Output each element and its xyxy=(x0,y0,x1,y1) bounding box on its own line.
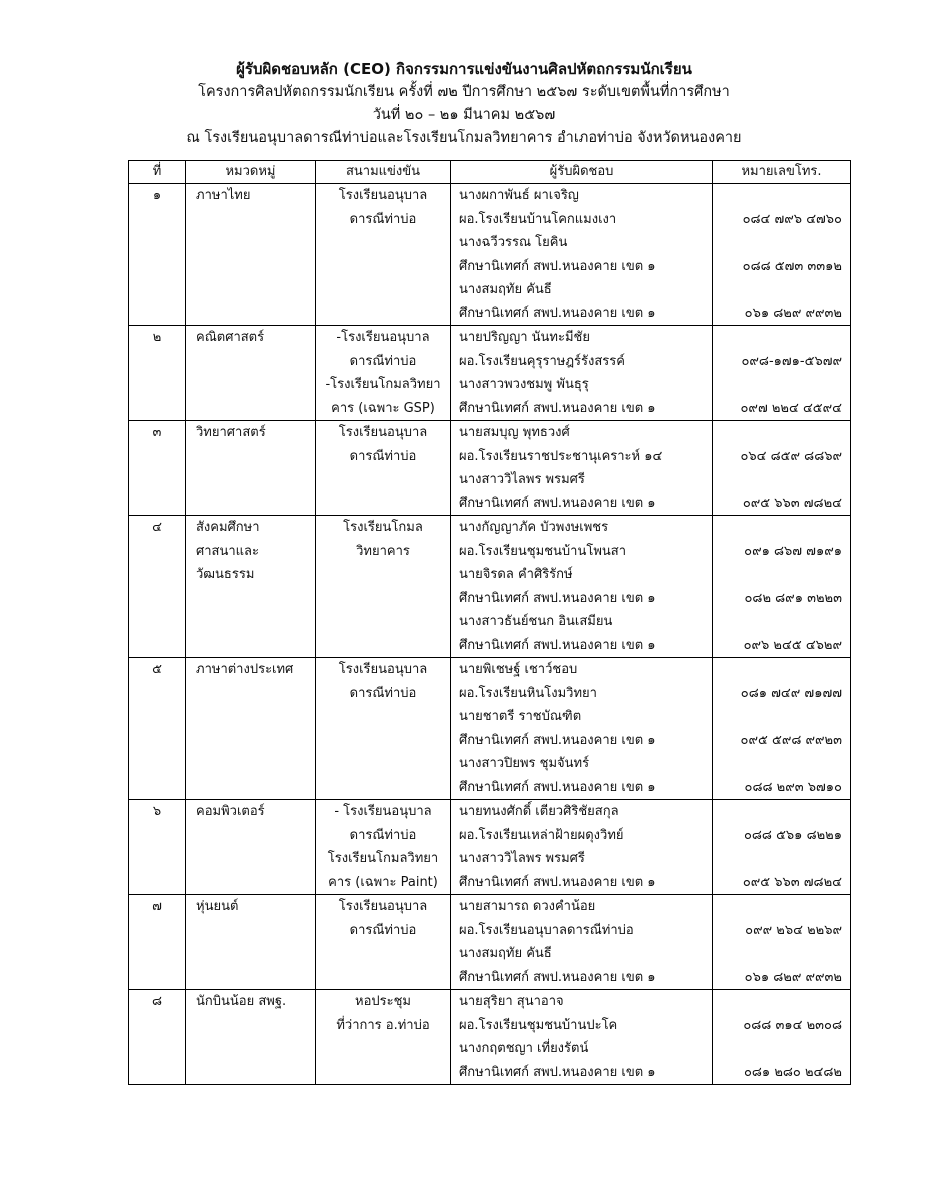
responsible-cell xyxy=(451,184,713,326)
responsible-line: ผอ.โรงเรียนชุมชนบ้านโพนสา xyxy=(459,543,627,559)
responsible-line: ศึกษานิเทศก์ สพป.หนองคาย เขต ๑ xyxy=(459,732,656,748)
responsible-line: นางสาววิไลพร พรมศรี xyxy=(459,851,585,866)
phone-number: ๐๙๑ ๘๖๗ ๗๑๙๑ xyxy=(744,543,842,559)
responsible-cell xyxy=(451,326,713,421)
phone-cell xyxy=(713,895,851,990)
phone-number: ๐๙๘-๑๗๑-๕๖๗๙ xyxy=(741,353,842,369)
category-line: สังคมศึกษา xyxy=(196,520,260,535)
responsible-line: ผอ.โรงเรียนคุรุราษฎร์รังสรรค์ xyxy=(459,353,625,369)
responsible-line: นางสาววิไลพร พรมศรี xyxy=(459,472,585,487)
responsible-line: ศึกษานิเทศก์ สพป.หนองคาย เขต ๑ xyxy=(459,590,656,606)
row-number-cell xyxy=(129,990,186,1085)
row-number-cell xyxy=(129,658,186,800)
phone-number: ๐๘๒ ๘๙๑ ๓๒๒๓ xyxy=(744,590,842,606)
venue-line: โรงเรียนอนุบาล xyxy=(338,662,428,677)
responsible-line: ผอ.โรงเรียนหินโงมวิทยา xyxy=(459,685,597,701)
phone-number xyxy=(713,184,850,208)
row-number: ๖ xyxy=(152,804,162,819)
category-line: คอมพิวเตอร์ xyxy=(196,804,265,819)
venue-cell xyxy=(316,895,451,990)
venue-line: คาร (เฉพาะ Paint) xyxy=(328,874,438,890)
row-number-cell xyxy=(129,326,186,421)
phone-number: ๐๙๙ ๒๖๔ ๒๒๖๙ xyxy=(745,922,842,938)
category-cell xyxy=(186,800,316,895)
venue-line: ดารณีท่าบ่อ xyxy=(349,827,417,843)
phone-number: ๐๘๔ ๗๙๖ ๔๗๖๐ xyxy=(742,211,842,227)
venue-cell xyxy=(316,516,451,658)
table-row xyxy=(129,895,851,990)
responsible-cell xyxy=(451,516,713,658)
row-number: ๘ xyxy=(151,994,163,1009)
responsible-line: ผอ.โรงเรียนบ้านโคกแมงเงา xyxy=(459,211,617,227)
responsible-cell xyxy=(451,421,713,516)
table-body xyxy=(129,184,851,1085)
category-cell xyxy=(186,326,316,421)
phone-number: ๐๘๘ ๒๙๓ ๖๗๑๐ xyxy=(744,779,842,795)
phone-number xyxy=(713,752,850,776)
responsible-line: ผอ.โรงเรียนเหล่าฝ้ายผดุงวิทย์ xyxy=(459,827,624,843)
row-number-cell xyxy=(129,184,186,326)
phone-number xyxy=(713,516,850,540)
venue-line: ดารณีท่าบ่อ xyxy=(349,922,417,938)
phone-number: ๐๙๗ ๒๒๔ ๔๕๙๔ xyxy=(740,400,842,416)
responsible-line: นางฉวีวรรณ โยคิน xyxy=(459,235,568,250)
responsible-cell xyxy=(451,895,713,990)
phone-number xyxy=(713,610,850,634)
project-line: โครงการศิลปหัตถกรรมนักเรียน ครั้งที่ ๗๒ ปีการศึกษา ๒๕๖๗ ระดับเขตพื้นที่การศึกษา xyxy=(198,84,730,100)
phone-number xyxy=(713,658,850,682)
responsible-line: นางสาวปิยพร ชุมจันทร์ xyxy=(459,756,590,771)
row-number: ๕ xyxy=(152,662,162,677)
header-venue: สนามแข่งขัน xyxy=(316,161,451,184)
phone-number xyxy=(713,847,850,871)
category-cell xyxy=(186,990,316,1085)
venue-line: ดารณีท่าบ่อ xyxy=(349,353,417,369)
phone-cell xyxy=(713,421,851,516)
responsible-cell xyxy=(451,658,713,800)
venue-line: คาร (เฉพาะ GSP) xyxy=(331,400,435,416)
row-number: ๔ xyxy=(152,520,162,535)
phone-number xyxy=(713,326,850,350)
category-line: ศาสนาและ xyxy=(196,543,260,559)
responsible-line: ศึกษานิเทศก์ สพป.หนองคาย เขต ๑ xyxy=(459,969,656,985)
venue-line: โรงเรียนอนุบาล xyxy=(338,188,428,203)
table-header-row xyxy=(129,161,851,184)
venue-line: โรงเรียนอนุบาล xyxy=(338,425,428,440)
responsible-line: นายทนงศักดิ์ เตียวศิริชัยสกุล xyxy=(459,804,619,819)
venue-line: วิทยาคาร xyxy=(356,543,410,559)
phone-cell xyxy=(713,800,851,895)
responsible-line: ศึกษานิเทศก์ สพป.หนองคาย เขต ๑ xyxy=(459,779,656,795)
responsible-line: นายสุริยา สุนาอาจ xyxy=(459,994,564,1009)
responsible-line: ศึกษานิเทศก์ สพป.หนองคาย เขต ๑ xyxy=(459,637,656,653)
responsible-line: นางสมฤทัย คันธี xyxy=(459,946,552,961)
phone-number: ๐๖๔ ๘๕๙ ๘๘๖๙ xyxy=(740,448,842,464)
table-row xyxy=(129,658,851,800)
phone-number: ๐๙๖ ๒๔๕ ๔๖๒๙ xyxy=(743,637,842,653)
venue-line: โรงเรียนโกมล xyxy=(343,520,423,535)
document-header xyxy=(0,58,928,150)
table-row xyxy=(129,184,851,326)
phone-cell xyxy=(713,658,851,800)
responsible-line: นางสาวธันย์ชนก อินเสมียน xyxy=(459,614,613,629)
phone-number: ๐๘๘ ๓๑๔ ๒๓๐๘ xyxy=(743,1017,842,1033)
phone-cell xyxy=(713,990,851,1085)
responsible-line: นางผกาพันธ์ ผาเจริญ xyxy=(459,188,579,203)
category-cell xyxy=(186,184,316,326)
row-number-cell xyxy=(129,895,186,990)
responsible-line: นายปริญญา นันทะมีชัย xyxy=(459,330,590,345)
row-number-cell xyxy=(129,516,186,658)
phone-cell xyxy=(713,516,851,658)
phone-number xyxy=(713,278,850,302)
phone-number: ๐๘๑ ๒๘๐ ๒๔๘๒ xyxy=(743,1064,842,1080)
venue-cell xyxy=(316,800,451,895)
venue-line: โรงเรียนอนุบาล xyxy=(338,899,428,914)
phone-number xyxy=(713,942,850,966)
table-row xyxy=(129,326,851,421)
location-line: ณ โรงเรียนอนุบาลดารณีท่าบ่อและโรงเรียนโกมลวิทยาคาร อำเภอท่าบ่อ จังหวัดหนองคาย xyxy=(186,130,742,146)
header-category: หมวดหมู่ xyxy=(186,161,316,184)
phone-number: ๐๙๕ ๕๙๘ ๙๙๒๓ xyxy=(740,732,842,748)
row-number: ๓ xyxy=(152,425,162,440)
category-line: นักบินน้อย สพฐ. xyxy=(196,994,287,1009)
phone-number: ๐๘๘ ๕๗๓ ๓๓๑๒ xyxy=(742,258,842,274)
venue-line: ดารณีท่าบ่อ xyxy=(349,448,417,464)
category-line: ภาษาต่างประเทศ xyxy=(196,662,294,677)
responsible-line: ผอ.โรงเรียนชุมชนบ้านปะโค xyxy=(459,1017,618,1033)
venue-line: -โรงเรียนอนุบาล xyxy=(336,330,430,345)
row-number-cell xyxy=(129,800,186,895)
responsible-line: ศึกษานิเทศก์ สพป.หนองคาย เขต ๑ xyxy=(459,495,656,511)
responsible-line: ศึกษานิเทศก์ สพป.หนองคาย เขต ๑ xyxy=(459,400,656,416)
responsible-line: นางกัญญาภัค บัวพงษเพชร xyxy=(459,520,609,535)
responsible-line: ผอ.โรงเรียนอนุบาลดารณีท่าบ่อ xyxy=(459,922,634,938)
phone-number: ๐๙๕ ๖๖๓ ๗๘๒๔ xyxy=(742,495,842,511)
phone-number xyxy=(713,705,850,729)
header-responsible: ผู้รับผิดชอบ xyxy=(451,161,713,184)
category-cell xyxy=(186,658,316,800)
row-number-cell xyxy=(129,421,186,516)
venue-line: ดารณีท่าบ่อ xyxy=(349,211,417,227)
responsible-line: นางสาวพวงชมพู พันธุรุ xyxy=(459,377,589,392)
phone-number xyxy=(713,990,850,1014)
phone-number: ๐๘๘ ๕๖๑ ๘๒๒๑ xyxy=(743,827,842,843)
responsible-line: ศึกษานิเทศก์ สพป.หนองคาย เขต ๑ xyxy=(459,258,656,274)
phone-cell xyxy=(713,184,851,326)
table-row xyxy=(129,516,851,658)
venue-line: หอประชุม xyxy=(355,994,411,1009)
responsible-line: นางกฤตชญา เที่ยงรัตน์ xyxy=(459,1041,589,1056)
responsible-line: นางสมฤทัย คันธี xyxy=(459,282,552,297)
phone-number: ๐๙๕ ๖๖๓ ๗๘๒๔ xyxy=(742,874,842,890)
phone-number xyxy=(713,421,850,445)
responsible-line: ผอ.โรงเรียนราชประชานุเคราะห์ ๑๔ xyxy=(459,448,663,464)
row-number: ๗ xyxy=(152,899,162,914)
responsible-line: นายชาตรี ราชบัณฑิต xyxy=(459,709,582,724)
venue-cell xyxy=(316,990,451,1085)
category-cell xyxy=(186,516,316,658)
venue-cell xyxy=(316,421,451,516)
responsible-cell xyxy=(451,990,713,1085)
table-row xyxy=(129,990,851,1085)
category-line: คณิตศาสตร์ xyxy=(196,330,265,345)
phone-cell xyxy=(713,326,851,421)
responsible-line: นายจิรดล คำศิริรักษ์ xyxy=(459,567,573,582)
category-line: วัฒนธรรม xyxy=(196,567,255,582)
phone-number: ๐๖๑ ๘๒๙ ๙๙๓๒ xyxy=(744,969,842,985)
category-line: หุ่นยนต์ xyxy=(196,899,239,914)
phone-number xyxy=(713,1037,850,1061)
venue-cell xyxy=(316,658,451,800)
phone-number xyxy=(713,231,850,255)
venue-line: - โรงเรียนอนุบาล xyxy=(334,804,432,819)
responsible-line: นายพิเชษฐ์ เชาว์ชอบ xyxy=(459,662,578,677)
category-line: วิทยาศาสตร์ xyxy=(196,425,266,440)
responsible-line: ศึกษานิเทศก์ สพป.หนองคาย เขต ๑ xyxy=(459,305,656,321)
category-cell xyxy=(186,895,316,990)
category-cell xyxy=(186,421,316,516)
row-number: ๑ xyxy=(152,188,162,203)
venue-cell xyxy=(316,326,451,421)
document-title: ผู้รับผิดชอบหลัก (CEO) กิจกรรมการแข่งขันงานศิลปหัตถกรรมนักเรียน xyxy=(236,60,692,78)
date-line: วันที่ ๒๐ – ๒๑ มีนาคม ๒๕๖๗ xyxy=(372,107,556,123)
row-number: ๒ xyxy=(152,330,162,345)
responsible-line: ศึกษานิเทศก์ สพป.หนองคาย เขต ๑ xyxy=(459,874,656,890)
responsibility-table xyxy=(128,160,851,1085)
venue-line: ที่ว่าการ อ.ท่าบ่อ xyxy=(336,1017,430,1033)
venue-line: -โรงเรียนโกมลวิทยา xyxy=(325,377,441,392)
responsible-line: ศึกษานิเทศก์ สพป.หนองคาย เขต ๑ xyxy=(459,1064,656,1080)
phone-number: ๐๖๑ ๘๒๙ ๙๙๓๒ xyxy=(744,305,842,321)
phone-number: ๐๘๑ ๗๔๙ ๗๑๗๗ xyxy=(740,685,842,701)
phone-number xyxy=(713,895,850,919)
responsible-line: นายสามารถ ดวงคำน้อย xyxy=(459,899,596,914)
venue-cell xyxy=(316,184,451,326)
phone-number xyxy=(713,563,850,587)
responsible-line: นายสมบุญ พุทธวงศ์ xyxy=(459,425,570,440)
table-row xyxy=(129,421,851,516)
header-phone: หมายเลขโทร. xyxy=(713,161,851,184)
header-no: ที่ xyxy=(129,161,186,184)
venue-line: ดารณีท่าบ่อ xyxy=(349,685,417,701)
venue-line: โรงเรียนโกมลวิทยา xyxy=(327,851,439,866)
responsible-cell xyxy=(451,800,713,895)
phone-number xyxy=(713,468,850,492)
category-line: ภาษาไทย xyxy=(196,188,251,203)
phone-number xyxy=(713,800,850,824)
phone-number xyxy=(713,373,850,397)
table-row xyxy=(129,800,851,895)
